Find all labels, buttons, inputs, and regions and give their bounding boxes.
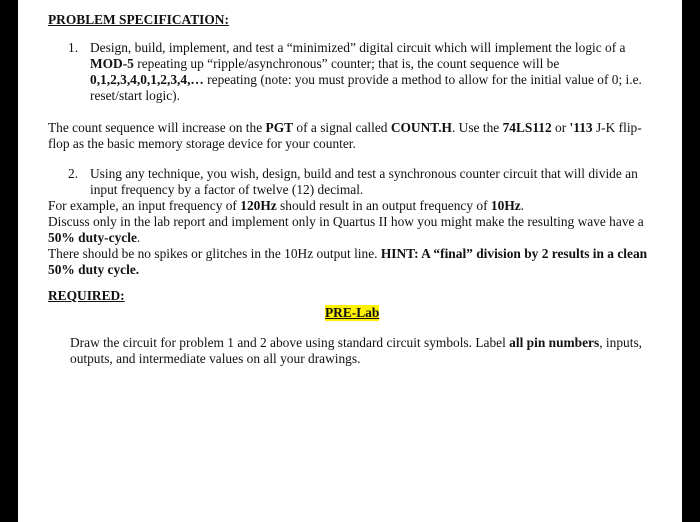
- item-1-number: 1.: [68, 40, 79, 55]
- item-1-line-4: reset/start logic).: [90, 88, 180, 103]
- paragraph-1-line-1: The count sequence will increase on the PGT of a signal called COUNT.H. Use the 74LS112 or '113 J-K flip-: [48, 120, 642, 135]
- example-line-3: 50% duty-cycle.: [48, 230, 141, 245]
- item-2-line-2: input frequency by a factor of twelve (12) decimal.: [90, 182, 364, 197]
- mod5-term: MOD-5: [90, 56, 134, 71]
- paragraph-1-line-2: flop as the basic memory storage device for your counter.: [48, 136, 356, 151]
- document-page: [18, 0, 682, 522]
- example-line-5: 50% duty cycle.: [48, 262, 140, 277]
- item-1-line-2: MOD-5 repeating up “ripple/asynchronous” counter; that is, the count sequence will be: [90, 56, 560, 71]
- hint-text: HINT: A “final” division by 2 results in a clean: [380, 246, 648, 261]
- draw-line-1: Draw the circuit for problem 1 and 2 above using standard circuit symbols. Label all pin numbers, inputs,: [70, 335, 642, 350]
- draw-line-2: outputs, and intermediate values on all your drawings.: [70, 351, 361, 366]
- item-2-line-1: Using any technique, you wish, design, build and test a synchronous counter circuit that will divide an: [90, 166, 638, 181]
- item-1-line-1: Design, build, implement, and test a “minimized” digital circuit which will implement the logic of a: [90, 40, 626, 55]
- section-heading: PROBLEM SPECIFICATION:: [48, 12, 229, 27]
- example-line-4: There should be no spikes or glitches in the 10Hz output line. HINT: A “final” division by 2 results in a clean: [48, 246, 648, 261]
- count-sequence: 0,1,2,3,4,0,1,2,3,4,…: [90, 72, 204, 87]
- item-1-line-3: 0,1,2,3,4,0,1,2,3,4,… repeating (note: you must provide a method to allow for the initial value of 0; i.e.: [90, 72, 642, 87]
- item-2-number: 2.: [68, 166, 79, 181]
- prelab-heading: PRE-Lab: [325, 305, 380, 320]
- example-line-2: Discuss only in the lab report and implement only in Quartus II how you might make the resulting wave have a: [48, 214, 644, 229]
- required-heading: REQUIRED:: [48, 288, 125, 303]
- example-line-1: For example, an input frequency of 120Hz should result in an output frequency of 10Hz.: [48, 198, 525, 213]
